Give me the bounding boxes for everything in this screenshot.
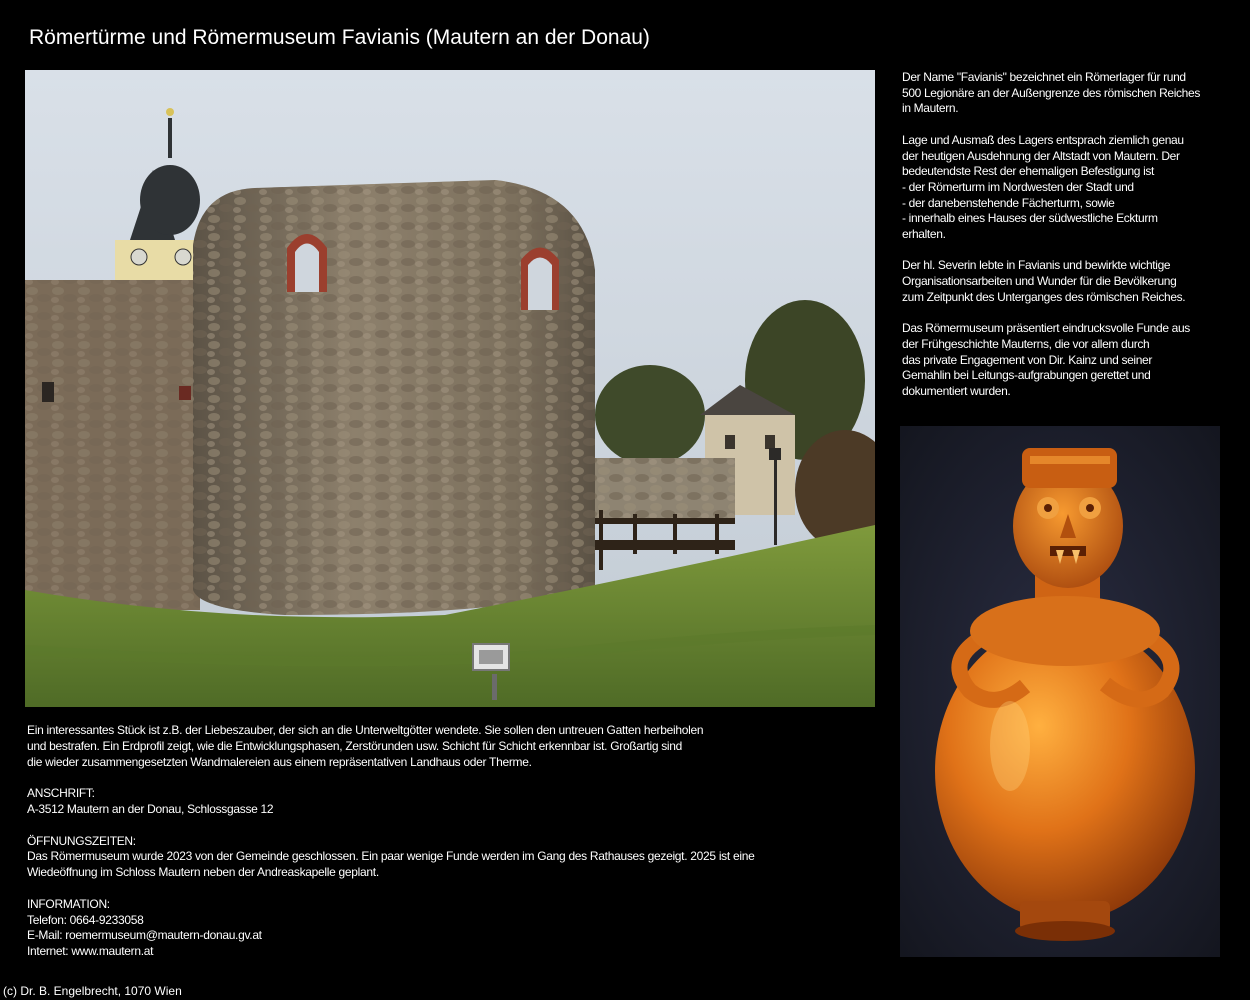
address-heading: ANSCHRIFT: xyxy=(27,786,95,801)
side-paragraph-1 xyxy=(902,70,1232,117)
text-line: Das Römermuseum wurde 2023 von der Gemeinde geschlossen. Ein paar wenige Funde werden im Gang des Rathauses gezeigt. 2025 ist eine xyxy=(27,849,755,864)
text-line: 500 Legionäre an der Außengrenze des römischen Reiches xyxy=(902,85,1200,100)
side-paragraph-4 xyxy=(902,321,1232,400)
text-line: Lage und Ausmaß des Lagers entsprach ziemlich genau xyxy=(902,132,1184,147)
address-value: A-3512 Mautern an der Donau, Schlossgasse 12 xyxy=(27,801,274,816)
text-line: Der hl. Severin lebte in Favianis und bewirkte wichtige xyxy=(902,258,1171,273)
text-line: Gemahlin bei Leitungs-aufgrabungen gerettet und xyxy=(902,368,1151,383)
text-line: Das Römermuseum präsentiert eindrucksvolle Funde aus xyxy=(902,321,1190,336)
text-line: in Mautern. xyxy=(902,101,959,116)
intro-paragraph xyxy=(27,723,847,770)
text-line: das private Engagement von Dir. Kainz und seiner xyxy=(902,352,1153,367)
copyright-notice: (c) Dr. B. Engelbrecht, 1070 Wien xyxy=(3,984,182,998)
text-line: der Frühgeschichte Mauterns, die vor allem durch xyxy=(902,336,1150,351)
museum-info xyxy=(27,723,847,976)
text-line: Wiedeöffnung im Schloss Mautern neben der Andreaskapelle geplant. xyxy=(27,865,379,880)
phone-number: Telefon: 0664-9233058 xyxy=(27,912,144,927)
address-section xyxy=(27,786,847,818)
hours-heading: ÖFFNUNGSZEITEN: xyxy=(27,833,136,848)
info-section xyxy=(27,897,847,960)
text-line: dokumentiert wurden. xyxy=(902,384,1011,399)
email-address[interactable]: E-Mail: roemermuseum@mautern-donau.gv.at xyxy=(27,928,262,943)
page-title: Römertürme und Römermuseum Favianis (Mautern an der Donau) xyxy=(29,26,650,49)
text-line: - der danebenstehende Fächerturm, sowie xyxy=(902,195,1115,210)
text-line: die wieder zusammengesetzten Wandmalereien aus einem repräsentativen Landhaus oder Therme. xyxy=(27,754,532,769)
text-line: Der Name "Favianis" bezeichnet ein Römerlager für rund xyxy=(902,70,1186,84)
text-line: erhalten. xyxy=(902,227,946,242)
text-line: zum Zeitpunkt des Unterganges des römischen Reiches. xyxy=(902,289,1186,304)
hours-section xyxy=(27,834,847,881)
text-line: - innerhalb eines Hauses der südwestliche Eckturm xyxy=(902,211,1158,226)
figurine-photo xyxy=(900,426,1220,957)
side-paragraph-3 xyxy=(902,258,1232,305)
side-description xyxy=(902,70,1232,415)
text-line: bedeutendste Rest der ehemaligen Befestigung ist xyxy=(902,164,1155,179)
text-line: Organisationsarbeiten und Wunder für die Bevölkerung xyxy=(902,274,1177,289)
text-line: - der Römerturm im Nordwesten der Stadt und xyxy=(902,179,1134,194)
side-paragraph-2 xyxy=(902,133,1232,243)
text-line: Ein interessantes Stück ist z.B. der Liebeszauber, der sich an die Unterweltgötter wendete. Sie sollen den untreuen Gatten herbeiholen xyxy=(27,723,704,737)
info-heading: INFORMATION: xyxy=(27,896,110,911)
website-link[interactable]: Internet: www.mautern.at xyxy=(27,944,154,959)
roman-tower-photo xyxy=(25,70,875,707)
text-line: und bestrafen. Ein Erdprofil zeigt, wie die Entwicklungsphasen, Zerstörunden usw. Schicht für Schicht erkennbar ist. Großartig sind xyxy=(27,738,683,753)
text-line: der heutigen Ausdehnung der Altstadt von Mautern. Der xyxy=(902,148,1180,163)
